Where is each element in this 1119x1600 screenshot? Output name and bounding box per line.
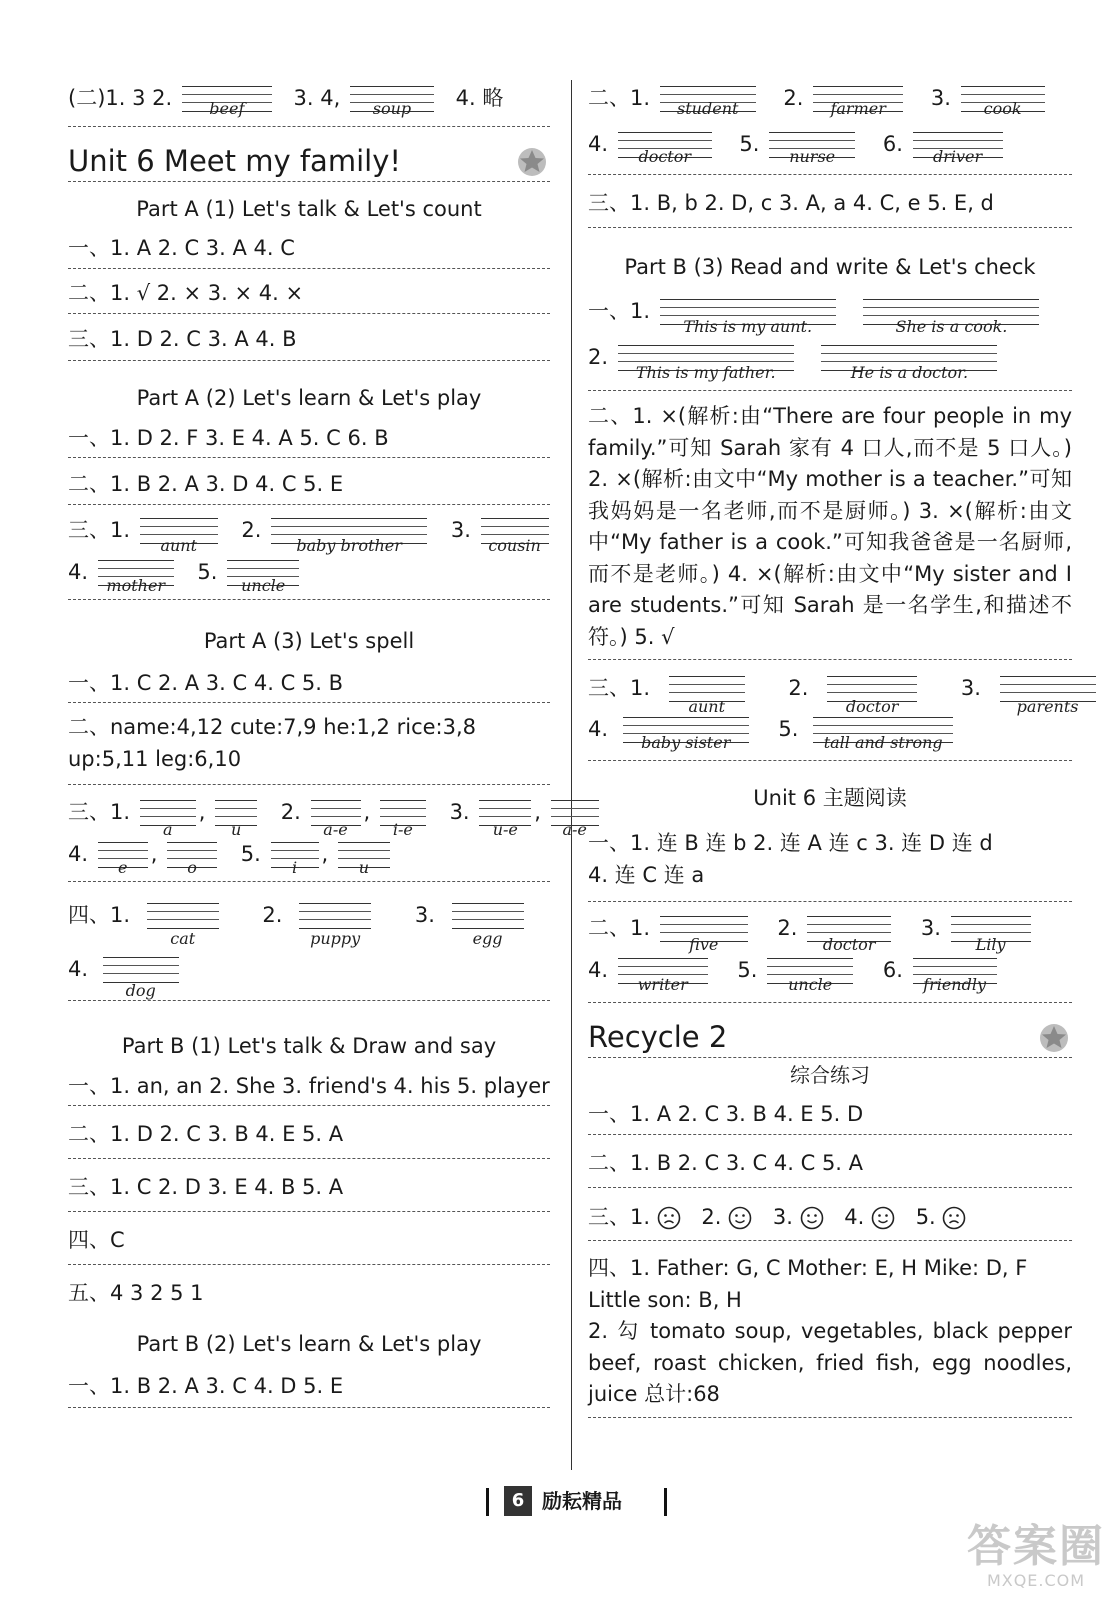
- section-title: Part B (1) Let's talk & Draw and say: [121, 1034, 497, 1058]
- handwritten-answer: a-e: [551, 800, 599, 826]
- answer-row: 一、1. B 2. A 3. C 4. D 5. E: [68, 1359, 550, 1408]
- answer-row: 一、1. D 2. F 3. E 4. A 5. C 6. B: [68, 415, 550, 458]
- answer-row: 4. doctor 5. nurse 6. driver: [588, 122, 1072, 175]
- handwritten-answer: aunt: [140, 518, 218, 544]
- answer-row: 一、1. C 2. A 3. C 4. C 5. B: [68, 660, 550, 703]
- answer-row: 4. mother 5. uncle: [68, 549, 550, 600]
- unit-title: Unit 6 Meet my family!: [68, 141, 550, 182]
- handwritten-answer: puppy: [299, 903, 371, 929]
- sad-face-icon: [657, 1206, 681, 1230]
- handwritten-answer: student: [660, 86, 756, 112]
- answer-row: 二、1. D 2. C 3. B 4. E 5. A: [68, 1106, 550, 1159]
- explanation-paragraph: 二、1. ×(解析:由“There are four people in my family.”可知 Sarah 家有 4 口人,而不是 5 口人。) 2. ×(解析:由文中“My mother is a teacher.”可知我妈妈是一名老师,而不是厨师。) 3. ×(解析:由文中“My father is a cook.”可知我爸爸是一名厨师,而不是老师。) 4. ×(解析:由文中“My sister and I are students.”可知 Sarah 是一名学生,和描述不符。) 5. √: [588, 391, 1072, 660]
- answer-row: 二、1. √ 2. × 3. × 4. ×: [68, 269, 550, 314]
- handwritten-answer: writer: [618, 958, 708, 984]
- answer-row-er: (二)1. 3 2. beef 3. 4, soup 4. 略: [68, 78, 550, 127]
- handwritten-answer: This is my aunt.: [660, 299, 836, 325]
- handwritten-answer: doctor: [618, 132, 712, 158]
- handwritten-answer: a: [140, 800, 196, 826]
- left-column: [68, 78, 587, 1408]
- handwritten-answer: uncle: [227, 560, 299, 586]
- section-subtitle: 综合练习: [790, 1063, 870, 1087]
- handwritten-answer: doctor: [827, 676, 917, 702]
- answer-row: 一、1. an, an 2. She 3. friend's 4. his 5. player: [68, 1061, 550, 1106]
- answer-row: 二、1. five 2. doctor 3. Lily: [588, 902, 1072, 946]
- section-title: Part B (3) Read and write & Let's check: [624, 255, 1036, 279]
- happy-face-icon: [800, 1206, 824, 1230]
- answer-row: 一、1. 连 B 连 b 2. 连 A 连 c 3. 连 D 连 d 4. 连 C 连 a: [588, 813, 1072, 902]
- footer-bar: [664, 1488, 667, 1516]
- brand-label: 励耘精品: [542, 1489, 622, 1513]
- section-title: Part A (2) Let's learn & Let's play: [136, 386, 482, 410]
- answer-row: 4. dog: [68, 938, 550, 1001]
- handwritten-answer: This is my father.: [618, 345, 794, 371]
- handwritten-answer: u: [215, 800, 257, 826]
- handwritten-answer: i: [271, 842, 319, 868]
- answer-row: 三、1. B, b 2. D, c 3. A, a 4. C, e 5. E, d: [588, 175, 1072, 228]
- unit-title: Recycle 2: [588, 1017, 1072, 1058]
- happy-face-icon: [871, 1206, 895, 1230]
- footer-bar: [486, 1488, 489, 1516]
- answer-row: 三、1. aunt 2. doctor 3. parents: [588, 660, 1072, 706]
- handwritten-answer: Lily: [951, 916, 1031, 942]
- answer-row: 一、1. This is my aunt. She is a cook.: [588, 286, 1072, 332]
- answer-row: 三、1. D 2. C 3. A 4. B: [68, 314, 550, 361]
- handwritten-answer: driver: [913, 132, 1003, 158]
- answer-row: 4. writer 5. uncle 6. friendly: [588, 946, 1072, 1003]
- answer-row: 五、4 3 2 5 1: [68, 1281, 204, 1305]
- handwritten-answer: parents: [1000, 676, 1096, 702]
- answer-row: 四、1. cat 2. puppy 3. egg: [68, 882, 550, 938]
- handwritten-answer: u-e: [479, 800, 531, 826]
- answer-row: 二、1. B 2. C 3. C 4. C 5. A: [588, 1135, 1072, 1188]
- handwritten-answer: dog: [103, 957, 179, 983]
- handwritten-answer: a-e: [311, 800, 361, 826]
- handwritten-answer: u: [338, 842, 390, 868]
- handwritten-answer: nurse: [769, 132, 855, 158]
- answer-row: 一、1. A 2. C 3. A 4. C: [68, 228, 550, 269]
- page-number: 6: [504, 1486, 532, 1516]
- handwritten-answer: baby brother: [271, 518, 427, 544]
- handwritten-answer: e: [98, 842, 148, 868]
- answer-row: 四、C: [68, 1212, 550, 1265]
- handwritten-answer: i-e: [380, 800, 426, 826]
- answer-row: 三、1. C 2. D 3. E 4. B 5. A: [68, 1159, 550, 1212]
- answer-row: 4. e, o 5. i, u: [68, 831, 550, 882]
- handwritten-answer: tall and strong: [813, 717, 953, 743]
- handwritten-answer: doctor: [807, 916, 891, 942]
- handwritten-answer: beef: [182, 86, 272, 112]
- handwritten-answer: o: [167, 842, 217, 868]
- handwritten-answer: five: [660, 916, 748, 942]
- answer-row: 三、1. 2. 3. 4. 5.: [588, 1188, 1072, 1241]
- answer-block: 四、1. Father: G, C Mother: E, H Mike: D, F Little son: B, H 2. 勾 tomato soup, vegetables, black pepper beef, roast chicken, fried fish, egg noodles, juice 总计:68: [588, 1241, 1072, 1418]
- answer-row: 二、1. student 2. farmer 3. cook: [588, 78, 1072, 122]
- answer-row: 三、1. a, u 2. a-e, i-e 3. u-e, a-e: [68, 785, 550, 831]
- answer-row: 二、1. B 2. A 3. D 4. C 5. E: [68, 458, 550, 505]
- handwritten-answer: cook: [961, 86, 1045, 112]
- handwritten-answer: cat: [147, 903, 219, 929]
- section-title: Part B (2) Let's learn & Let's play: [136, 1332, 482, 1356]
- right-column: [588, 78, 1079, 1418]
- section-title: Part A (3) Let's spell: [203, 629, 415, 653]
- watermark: 答案圈 MXQE.COM: [967, 1521, 1105, 1590]
- answer-row: 2. This is my father. He is a doctor.: [588, 332, 1072, 391]
- happy-face-icon: [728, 1206, 752, 1230]
- handwritten-answer: egg: [452, 903, 524, 929]
- answer-row: 三、1. aunt 2. baby brother 3. cousin: [68, 505, 550, 549]
- handwritten-answer: cousin: [481, 518, 549, 544]
- handwritten-answer: He is a doctor.: [821, 345, 997, 371]
- handwritten-answer: farmer: [813, 86, 903, 112]
- star-icon: [1038, 1021, 1070, 1053]
- column-divider: [571, 80, 572, 1470]
- section-title: Part A (1) Let's talk & Let's count: [136, 197, 482, 221]
- sad-face-icon: [942, 1206, 966, 1230]
- handwritten-answer: aunt: [669, 676, 745, 702]
- handwritten-answer: She is a cook.: [863, 299, 1039, 325]
- star-icon: [516, 145, 548, 177]
- answer-row: 4. baby sister 5. tall and strong: [588, 706, 1072, 761]
- handwritten-answer: soup: [350, 86, 434, 112]
- handwritten-answer: mother: [98, 560, 174, 586]
- handwritten-answer: friendly: [913, 958, 997, 984]
- answer-row: 二、name:4,12 cute:7,9 he:1,2 rice:3,8 up:5,11 leg:6,10: [68, 703, 550, 785]
- answer-row: 一、1. A 2. C 3. B 4. E 5. D: [588, 1090, 1072, 1135]
- page-footer: [486, 1486, 666, 1516]
- handwritten-answer: uncle: [767, 958, 853, 984]
- section-title: Unit 6 主题阅读: [753, 786, 907, 810]
- handwritten-answer: baby sister: [623, 717, 749, 743]
